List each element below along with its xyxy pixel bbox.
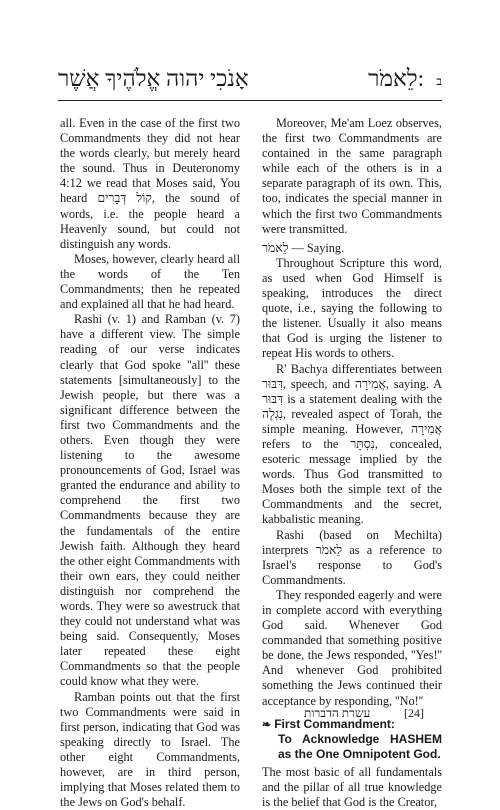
term-heading: לֵאמֹר — Saying. — [262, 240, 345, 255]
paragraph: They responded eagerly and were in complete accord with everything God said. Whenever God commanded that something positive be done, the Jews responded, ''Yes!'' And whenever God prohibited something the Jews continued their acceptance by responding, ''No!'' — [262, 587, 442, 708]
section-heading — [262, 717, 442, 762]
verse-number: ב — [436, 74, 442, 88]
paragraph: Rashi (based on Mechilta) interprets לֵאמֹר as a reference to Israel's response to God's Commandments. — [262, 527, 442, 587]
paragraph: R' Bachya differentiates between דִּבּוּר, speech, and אֲמִירָה, saying. A דִּבּוּר is a statement dealing with the נִגְלֶה, revealed aspect of Torah, the simple meaning. However, אֲמִירָה refers to the נִסְתָּר, concealed, esoteric message implied by the words. Thus God transmitted to Moses both the simple text of the Commandments and the secret, kabbalistic meaning. — [262, 361, 443, 527]
section-heading-line2: To Acknowledge HASHEM as the One Omnipotent God. — [278, 732, 442, 761]
paragraph: all. Even in the case of the first two Commandments they did not hear the words clearly, but merely heard the sound. Thus in Deuteronomy 4:12 we read that Moses said, You heard קוֹל דְּבָרִים, the sound of words, i.e. the people heard a Heavenly sound, but could not distinguish any words. — [60, 116, 240, 251]
paragraph: Moreover, Me'am Loez observes, the first two Commandments are contained in the same paragraph while each of the others is in a separate paragraph of its own. This, too, indicates the special manner in which the first two Commandments were transmitted. — [262, 116, 442, 236]
page-footer — [0, 706, 500, 722]
section-heading-line1: First Commandment: — [274, 716, 395, 731]
footer-book-title: עשרת הדברות — [304, 706, 371, 720]
verse-header — [58, 66, 442, 101]
paragraph: The most basic of all fundamentals and the pillar of all true knowledge is the belief that God is the Creator, — [262, 765, 442, 810]
verse-hebrew-right: לֵאמֹר: — [368, 66, 424, 91]
leaf-ornament-icon: ❧ — [262, 718, 272, 731]
verse-hebrew-left: אָנֹכִי יהוה אֱלֹהֶיךָ אֲשֶׁר — [58, 66, 249, 91]
paragraph: Rashi (v. 1) and Ramban (v. 7) have a different view. The simple reading of our verse indicates clearly that God spoke ''all'' these statements [simultaneously] to the Jewish people, but there was a significant difference between the first two Commandments and the others. Even though they were listening to the awesome pronouncements of God, Israel was granted the endurance and ability to comprehend the first two Commandments because they are the fundamentals of the entire Jewish faith. Although they heard the other eight Commandments with their own ears, they could neither distinguish nor comprehend the words. They were so awestruck that they could not understand what was being said. Consequently, Moses later repeated these eight Commandments so that the people could know what they were. — [60, 312, 240, 689]
paragraph: Ramban points out that the first two Commandments were said in first person, indicating that God was speaking directly to Israel. The other eight Commandments, however, are in third person, implying that Moses related them to the Jews on God's behalf. — [60, 689, 240, 810]
paragraph: Throughout Scripture this word, as used when God Himself is speaking, introduces the direct quote, i.e., saying the following to the listener. Usually it also means that God is urging the listener to repeat His words to others. — [262, 255, 442, 361]
paragraph: Moses, however, clearly heard all the words of the Ten Commandments; then he repeated and explained all that he had heard. — [60, 251, 240, 312]
page-number: [24] — [404, 706, 424, 720]
